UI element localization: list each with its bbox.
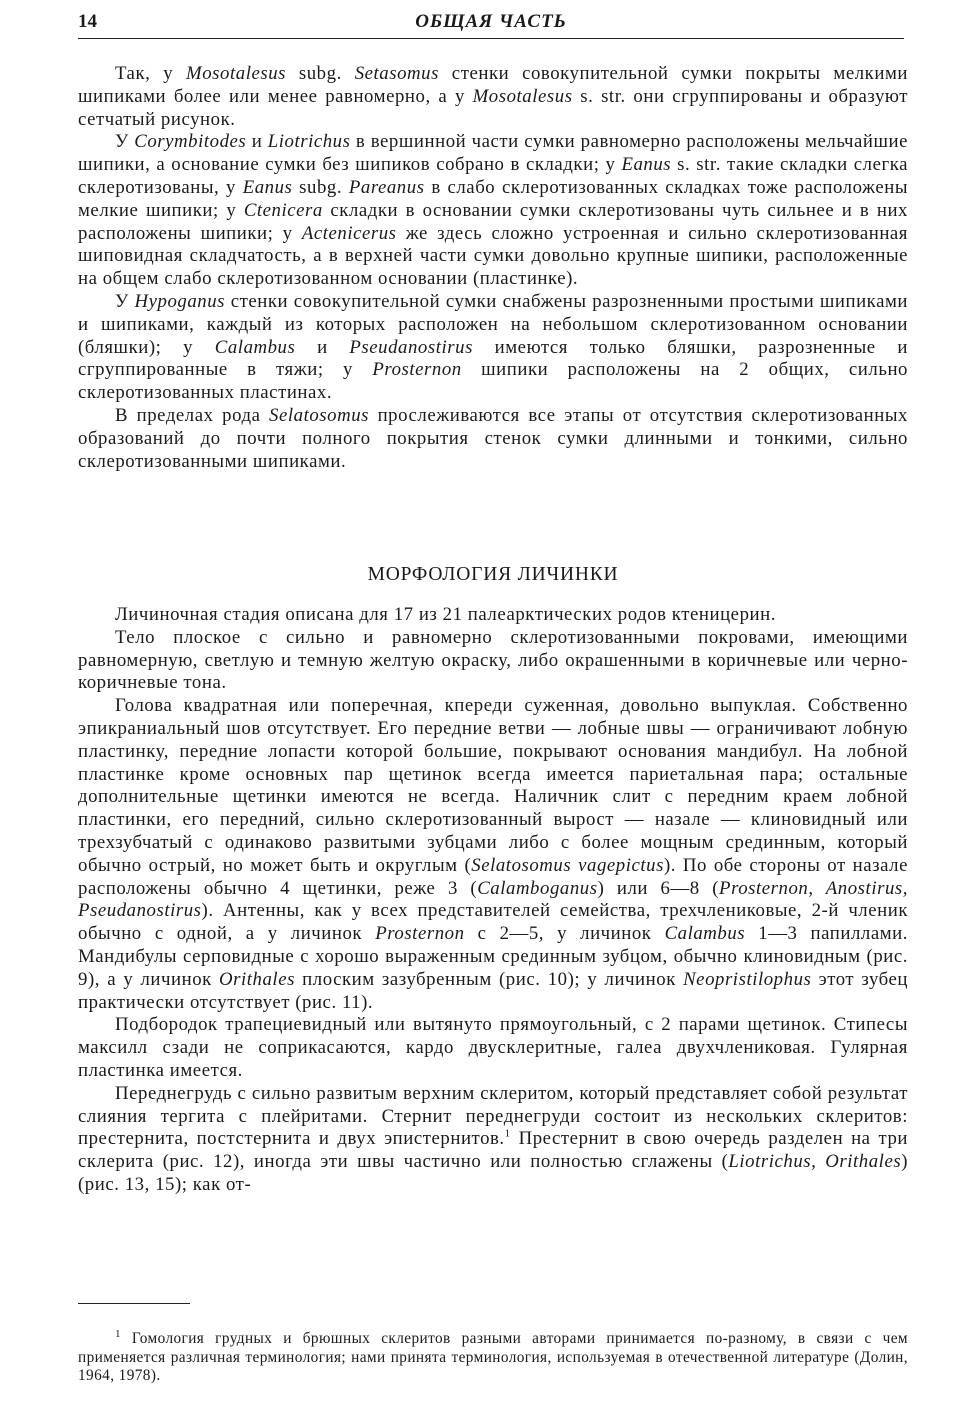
text-run: Престернит в свою очередь разделен на три склерита (рис. 12), иногда эти швы частично или полностью сглажены ( bbox=[78, 1128, 908, 1173]
paragraph bbox=[78, 1014, 908, 1082]
paragraph bbox=[78, 131, 908, 291]
text-block-top bbox=[78, 63, 908, 473]
text-run: и bbox=[295, 336, 350, 358]
taxon-name: Neopristilophus bbox=[683, 968, 812, 990]
text-block-bottom bbox=[78, 604, 908, 1197]
taxon-name: Prosternon, Anostirus, Pseudanostirus bbox=[78, 877, 908, 922]
text-run: прослеживаются все этапы от отсутствия склеротизованных образований до почти полного покрытия стенок сумки длинными и тонкими, сильно склеротизованными шипиками. bbox=[78, 404, 908, 472]
paragraph bbox=[78, 63, 908, 131]
text-run: стенки совокупительной сумки снабжены разрозненными простыми шипиками и шипиками, каждый из которых расположен на небольшом склеротизованном основании (бляшки); у bbox=[78, 290, 908, 358]
text-run: ) или 6—8 ( bbox=[597, 877, 720, 899]
section-heading: МОРФОЛОГИЯ ЛИЧИНКИ bbox=[367, 564, 619, 585]
text-run: У bbox=[115, 290, 135, 312]
taxon-name: Setasomus bbox=[354, 63, 439, 84]
taxon-name: Ctenicera bbox=[243, 199, 323, 221]
taxon-name: Hypoganus bbox=[134, 290, 226, 312]
paragraph bbox=[78, 1083, 908, 1197]
footnote-divider bbox=[78, 1303, 190, 1304]
text-run: 1—3 папиллами. Мандибулы серповидные с хорошо выраженным срединным зубцом, обычно клиновидным (рис. 9), а у личинок bbox=[78, 923, 909, 990]
taxon-name: Actenicerus bbox=[301, 222, 397, 244]
text-run: плоским зазубренным (рис. 10); у личинок bbox=[294, 968, 684, 990]
paragraph bbox=[78, 627, 908, 695]
text-run: s. str. они сгруппированы и образуют сетчатый рисунок. bbox=[78, 85, 908, 130]
taxon-name: Eanus bbox=[621, 154, 672, 176]
taxon-name: Prosternon bbox=[375, 923, 465, 945]
text-run: Подбородок трапециевидный или вытянуто прямоугольный, с 2 парами щетинок. Стипесы максилл сзади не соприкасаются, кардо двусклеритные, галеа двухчлениковая. Гулярная пластинка имеется. bbox=[78, 1014, 908, 1081]
paragraph bbox=[78, 405, 908, 473]
taxon-name: Mosotalesus bbox=[186, 63, 287, 84]
text-run: Голова квадратная или поперечная, кпереди суженная, довольно выпуклая. Собственно эпикраниальный шов отсутствует. Его передние ветви — лобные швы — ограничивают лобную пластинку, передние лопасти которой большие, покрывают основания мандибул. На лобной пластинке кроме основных пар щетинок всегда имеется париетальная пара; остальные дополнительные щетинки имеются не всегда. Наличник слит с передним краем лобной пластинки, его передний, сильно склеротизованный вырост — назале — клиновидный или трехзубчатый с одинаково развитыми зубцами либо с более мощным срединным, который обычно острый, но может быть и округлым ( bbox=[78, 695, 908, 876]
text-run: с 2—5, у личинок bbox=[464, 923, 665, 945]
text-run: и bbox=[246, 131, 268, 153]
taxon-name: Prosternon bbox=[372, 359, 462, 381]
text-run: Тело плоское с сильно и равномерно склеротизованными покровами, имеющими равномерную, светлую и темную желтую окраску, либо окрашенными в коричневые или черно-коричневые тона. bbox=[78, 626, 908, 694]
taxon-name: Selatosomus bbox=[269, 404, 369, 426]
running-head: ОБЩАЯ ЧАСТЬ bbox=[415, 11, 567, 32]
text-run: subg. bbox=[286, 63, 355, 84]
text-run: subg. bbox=[292, 176, 349, 198]
taxon-name: Calambus bbox=[214, 336, 296, 358]
text-run: шипики расположены на 2 общих, сильно склеротизованных пластинах. bbox=[78, 359, 908, 404]
taxon-name: Calamboganus bbox=[477, 877, 598, 899]
text-run: У bbox=[115, 131, 135, 153]
page-header bbox=[78, 8, 904, 39]
footnote-reference: 1 bbox=[504, 1128, 511, 1141]
paragraph bbox=[78, 604, 908, 627]
footnote-marker: 1 bbox=[115, 1327, 121, 1340]
text-run: Так, у bbox=[115, 63, 187, 84]
text-run: s. str. такие складки слегка склеротизованы, у bbox=[78, 154, 908, 198]
taxon-name: Calambus bbox=[664, 923, 746, 945]
taxon-name: Pseudanostirus bbox=[349, 336, 473, 358]
taxon-name: Liotrichus, Orithales bbox=[728, 1151, 902, 1173]
taxon-name: Selatosomus vagepictus bbox=[471, 854, 664, 876]
text-run: складки в основании сумки склеротизованы чуть сильнее и в них расположены шипики; у bbox=[78, 199, 908, 244]
text-run: ). По обе стороны от назале расположены обычно 4 щетинки, реже 3 ( bbox=[78, 854, 908, 899]
text-run: имеются только бляшки, разрозненные и сгруппированные в тяжи; у bbox=[78, 336, 908, 381]
paragraph bbox=[78, 291, 908, 405]
footnote-text: Гомология грудных и брюшных склеритов разными авторами принимается по-разному, в связи с чем применяется различная терминология; нами принята терминология, используемая в отечественной литературе (Долин, 1964, 1978). bbox=[78, 1330, 908, 1385]
taxon-name: Corymbitodes bbox=[134, 131, 247, 153]
taxon-name: Liotrichus bbox=[267, 131, 351, 153]
text-run: ). Антенны, как у всех представителей семейства, трехчлениковые, 2-й членик обычно с одной, а у личинок bbox=[78, 900, 908, 945]
taxon-name: Pareanus bbox=[348, 176, 425, 198]
paragraph bbox=[78, 695, 908, 1014]
taxon-name: Mosotalesus bbox=[472, 85, 573, 107]
text-run: ) (рис. 13, 15); как от- bbox=[78, 1151, 909, 1195]
text-run: же здесь сложно устроенная и сильно склеротизованная шиповидная складчатость, а в верхней части сумки довольно крупные шипики, расположенные на общем слабо склеротизованном основании (пластинке). bbox=[78, 222, 908, 290]
page-number: 14 bbox=[78, 11, 97, 32]
text-run: стенки совокупительной сумки покрыты мелкими шипиками более или менее равномерно, а у bbox=[78, 63, 908, 107]
text-run: Личиночная стадия описана для 17 из 21 палеарктических родов ктеницерин. bbox=[115, 604, 776, 625]
text-run: этот зубец практически отсутствует (рис. 11). bbox=[78, 968, 909, 1013]
taxon-name: Orithales bbox=[219, 968, 295, 990]
text-run: В пределах рода bbox=[115, 404, 270, 426]
text-run: в слабо склеротизованных складках тоже расположены мелкие шипики; у bbox=[78, 176, 908, 221]
text-run: в вершинной части сумки равномерно расположены мельчайшие шипики, а основание сумки без шипиков собрано в складки; у bbox=[78, 131, 909, 176]
taxon-name: Eanus bbox=[242, 176, 293, 198]
text-run: Переднегрудь с сильно развитым верхним склеритом, который представляет собой результат слияния тергита с плейритами. Стернит переднегруди состоит из нескольких склеритов: престернита, постстернита и двух эпистернитов. bbox=[78, 1082, 908, 1150]
footnote bbox=[78, 1327, 908, 1386]
